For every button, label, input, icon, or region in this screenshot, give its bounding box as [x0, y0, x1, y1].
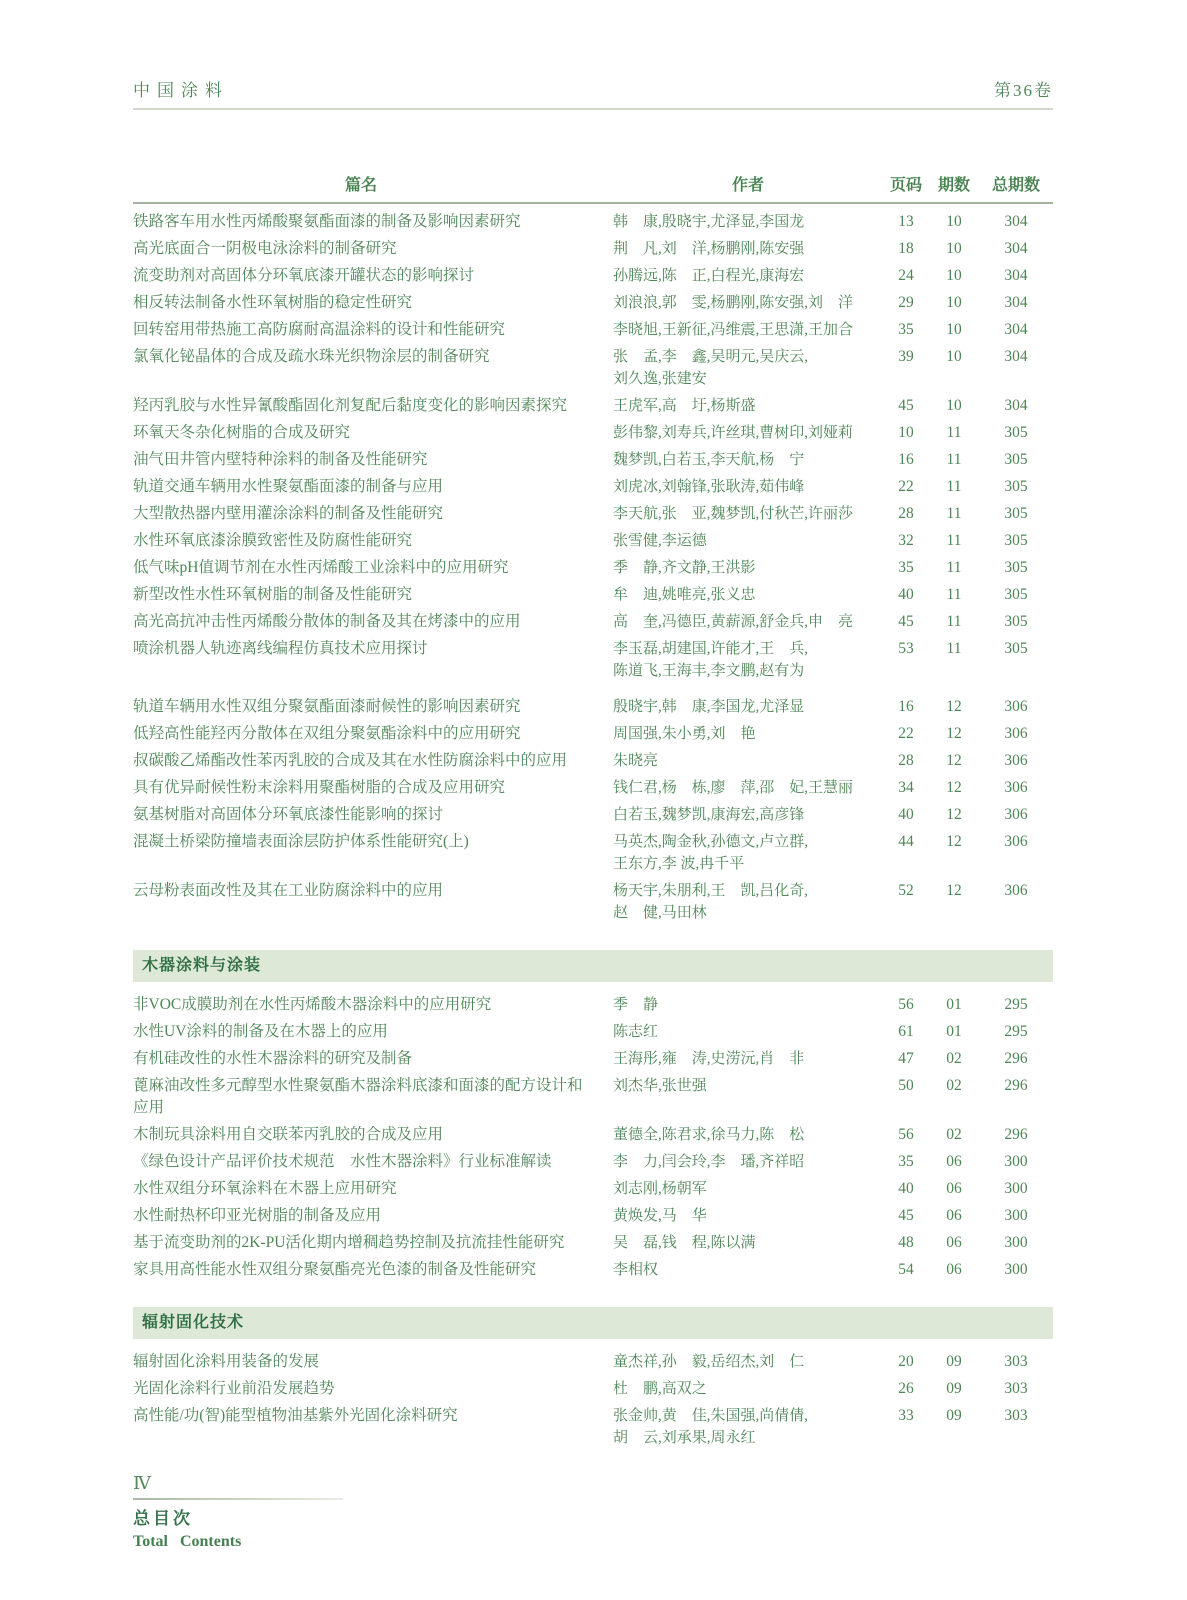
- table-row: [133, 1232, 1053, 1254]
- article-title: 大型散热器内壁用灌涂涂料的制备及性能研究: [133, 505, 444, 522]
- issue-number: 12: [946, 806, 962, 823]
- page-number: 50: [898, 1077, 914, 1094]
- article-authors: [613, 880, 883, 924]
- table-row: [133, 611, 1053, 633]
- page-header: [133, 76, 1053, 110]
- article-title: 具有优异耐候性粉末涂料用聚酯树脂的合成及应用研究: [133, 779, 506, 796]
- author-line: 童杰祥,孙 毅,岳绍杰,刘 仁: [613, 1354, 805, 1370]
- total-issue-number: 304: [1004, 348, 1028, 365]
- total-issue-number: 303: [1004, 1353, 1028, 1370]
- page-number: 26: [898, 1380, 914, 1397]
- issue-number: 11: [946, 586, 962, 603]
- table-row: [133, 880, 1053, 924]
- issue-number: 02: [946, 1077, 962, 1094]
- page-number: 35: [898, 559, 914, 576]
- article-authors: [613, 211, 883, 233]
- total-issue-number: 304: [1004, 267, 1028, 284]
- page-number: 16: [898, 698, 914, 715]
- total-issue-number: 304: [1004, 397, 1028, 414]
- total-issue-number: 295: [1004, 1023, 1028, 1040]
- total-issue-number: 304: [1004, 213, 1028, 230]
- author-line: 高 奎,冯德臣,黄薪源,舒金兵,申 亮: [613, 614, 854, 630]
- article-authors: [613, 1378, 883, 1400]
- article-authors: [613, 1351, 883, 1373]
- total-issue-number: 305: [1004, 478, 1028, 495]
- section-heading: 辐射固化技术: [133, 1307, 1053, 1339]
- total-issue-number: 304: [1004, 294, 1028, 311]
- issue-number: 12: [946, 779, 962, 796]
- issue-number: 06: [946, 1234, 962, 1251]
- author-line: 刘久逸,张建安: [613, 371, 707, 387]
- article-authors: [613, 1178, 883, 1200]
- author-line: 白若玉,魏梦凯,康海宏,高彦锋: [613, 807, 805, 823]
- author-line: 季 静: [613, 997, 659, 1013]
- author-line: 李相权: [613, 1262, 659, 1278]
- page-footer: [133, 1472, 563, 1554]
- total-issue-number: 296: [1004, 1050, 1028, 1067]
- table-row: [133, 1178, 1053, 1200]
- issue-number: 06: [946, 1153, 962, 1170]
- table-row: [133, 503, 1053, 525]
- article-authors: [613, 831, 883, 875]
- author-line: 董德全,陈君求,徐马力,陈 松: [613, 1127, 805, 1143]
- article-title: 蓖麻油改性多元醇型水性聚氨酯木器涂料底漆和面漆的配方设计和应用: [133, 1077, 583, 1116]
- volume-label: 第36卷: [994, 81, 1053, 100]
- issue-number: 02: [946, 1126, 962, 1143]
- table-row: [133, 1151, 1053, 1173]
- page-number: 61: [898, 1023, 914, 1040]
- page-number: 35: [898, 321, 914, 338]
- author-line: 孙腾远,陈 正,白程光,康海宏: [613, 268, 805, 284]
- total-issue-number: 306: [1004, 882, 1028, 899]
- author-line: 朱晓亮: [613, 753, 659, 769]
- page-number: 29: [898, 294, 914, 311]
- table-row: [133, 1351, 1053, 1373]
- article-authors: [613, 777, 883, 799]
- author-line: 刘杰华,张世强: [613, 1078, 707, 1094]
- page-number: 40: [898, 806, 914, 823]
- article-title: 羟丙乳胶与水性异氰酸酯固化剂复配后黏度变化的影响因素探究: [133, 397, 568, 414]
- article-authors: [613, 994, 883, 1016]
- page-number: 48: [898, 1234, 914, 1251]
- page-number: 53: [898, 640, 914, 657]
- article-title: 轨道交通车辆用水性聚氨酯面漆的制备与应用: [133, 478, 444, 495]
- page-number: 28: [898, 505, 914, 522]
- article-authors: [613, 395, 883, 417]
- author-line: 李 力,闫会玲,李 璠,齐祥昭: [613, 1154, 805, 1170]
- author-line: 李玉磊,胡建国,许能才,王 兵,: [613, 641, 809, 657]
- page-number: 10: [898, 424, 914, 441]
- article-authors: [613, 346, 883, 390]
- table-row: [133, 265, 1053, 287]
- issue-number: 10: [946, 397, 962, 414]
- author-line: 王虎军,高 圩,杨斯盛: [613, 398, 756, 414]
- table-row: [133, 638, 1053, 682]
- article-title: 混凝土桥梁防撞墙表面涂层防护体系性能研究(上): [133, 833, 469, 850]
- table-row: [133, 723, 1053, 745]
- total-issue-number: 303: [1004, 1380, 1028, 1397]
- author-line: 陈道飞,王海丰,李文鹏,赵有为: [613, 663, 805, 679]
- issue-number: 11: [946, 451, 962, 468]
- article-title: 流变助剂对高固体分环氧底漆开罐状态的影响探讨: [133, 267, 475, 284]
- article-authors: [613, 750, 883, 772]
- page-number: 40: [898, 1180, 914, 1197]
- table-row: [133, 1021, 1053, 1043]
- issue-number: 06: [946, 1180, 962, 1197]
- total-issue-number: 306: [1004, 779, 1028, 796]
- issue-number: 10: [946, 294, 962, 311]
- page-number: 56: [898, 1126, 914, 1143]
- table-row: [133, 346, 1053, 390]
- author-line: 刘浪浪,郭 雯,杨鹏刚,陈安强,刘 洋: [613, 295, 854, 311]
- issue-number: 09: [946, 1407, 962, 1424]
- table-row: [133, 696, 1053, 718]
- author-line: 彭伟黎,刘寿兵,许丝琪,曹树印,刘娅莉: [613, 425, 854, 441]
- article-title: 相反转法制备水性环氧树脂的稳定性研究: [133, 294, 413, 311]
- table-row: [133, 530, 1053, 552]
- issue-number: 11: [946, 505, 962, 522]
- table-row: [133, 1378, 1053, 1400]
- page-number: 45: [898, 397, 914, 414]
- page-number: 20: [898, 1353, 914, 1370]
- author-line: 张雪健,李运德: [613, 533, 707, 549]
- table-row: [133, 1075, 1053, 1119]
- total-issue-number: 306: [1004, 833, 1028, 850]
- table-row: [133, 1205, 1053, 1227]
- page-number: 44: [898, 833, 914, 850]
- article-title: 氨基树脂对高固体分环氧底漆性能影响的探讨: [133, 806, 444, 823]
- page-number: 40: [898, 586, 914, 603]
- total-issue-number: 300: [1004, 1180, 1028, 1197]
- footer-title-cn: 总目次: [133, 1509, 193, 1528]
- author-line: 赵 健,马田林: [613, 905, 707, 921]
- table-row: [133, 476, 1053, 498]
- total-issue-number: 295: [1004, 996, 1028, 1013]
- article-authors: [613, 503, 883, 525]
- issue-number: 12: [946, 752, 962, 769]
- footer-page-number: Ⅳ: [133, 1473, 151, 1493]
- table-row: [133, 584, 1053, 606]
- author-line: 殷晓宇,韩 康,李国龙,尤泽显: [613, 699, 805, 715]
- table-row: [133, 750, 1053, 772]
- article-authors: [613, 1048, 883, 1070]
- page-number: 18: [898, 240, 914, 257]
- issue-number: 10: [946, 213, 962, 230]
- page-number: 39: [898, 348, 914, 365]
- author-line: 王东方,李 波,冉千平: [613, 856, 745, 872]
- table-row: [133, 557, 1053, 579]
- footer-title-en: Total Contents: [133, 1533, 242, 1550]
- table-row: [133, 1124, 1053, 1146]
- author-line: 季 静,齐文静,王洪影: [613, 560, 756, 576]
- article-title: 油气田井管内壁特种涂料的制备及性能研究: [133, 451, 428, 468]
- table-row: [133, 319, 1053, 341]
- issue-number: 11: [946, 559, 962, 576]
- column-header-page: 页码: [889, 177, 922, 194]
- article-title: 铁路客车用水性丙烯酸聚氨酯面漆的制备及影响因素研究: [133, 213, 521, 230]
- article-authors: [613, 1232, 883, 1254]
- author-line: 钱仁君,杨 栋,廖 萍,邵 妃,王慧丽: [613, 780, 854, 796]
- author-line: 牟 迪,姚唯亮,张义忠: [613, 587, 756, 603]
- issue-number: 11: [946, 532, 962, 549]
- article-title: 水性UV涂料的制备及在木器上的应用: [133, 1023, 388, 1040]
- total-issue-number: 300: [1004, 1153, 1028, 1170]
- issue-number: 09: [946, 1353, 962, 1370]
- table-row: [133, 211, 1053, 233]
- total-issue-number: 300: [1004, 1234, 1028, 1251]
- article-title: 低羟高性能羟丙分散体在双组分聚氨酯涂料中的应用研究: [133, 725, 521, 742]
- total-issue-number: 303: [1004, 1407, 1028, 1424]
- article-authors: [613, 422, 883, 444]
- contents-table: [133, 172, 1053, 1454]
- issue-number: 01: [946, 1023, 962, 1040]
- issue-number: 02: [946, 1050, 962, 1067]
- table-row: [133, 831, 1053, 875]
- article-title: 非VOC成膜助剂在水性丙烯酸木器涂料中的应用研究: [133, 996, 492, 1013]
- total-issue-number: 296: [1004, 1126, 1028, 1143]
- article-title: 叔碳酸乙烯酯改性苯丙乳胶的合成及其在水性防腐涂料中的应用: [133, 752, 568, 769]
- issue-number: 09: [946, 1380, 962, 1397]
- total-issue-number: 305: [1004, 451, 1028, 468]
- table-row: [133, 395, 1053, 417]
- total-issue-number: 305: [1004, 505, 1028, 522]
- article-authors: [613, 238, 883, 260]
- article-title: 高性能/功(智)能型植物油基紫外光固化涂料研究: [133, 1407, 458, 1424]
- article-title: 水性耐热杯印亚光树脂的制备及应用: [133, 1207, 382, 1224]
- table-body: [133, 211, 1053, 1449]
- issue-number: 10: [946, 321, 962, 338]
- author-line: 杜 鹏,高双之: [613, 1381, 707, 1397]
- author-line: 魏梦凯,白若玉,李天航,杨 宁: [613, 452, 805, 468]
- article-title: 低气味pH值调节剂在水性丙烯酸工业涂料中的应用研究: [133, 559, 509, 576]
- page-number: 52: [898, 882, 914, 899]
- article-authors: [613, 319, 883, 341]
- article-authors: [613, 611, 883, 633]
- total-issue-number: 296: [1004, 1077, 1028, 1094]
- column-header-total: 总期数: [991, 177, 1040, 194]
- page-number: 45: [898, 613, 914, 630]
- page-number: 13: [898, 213, 914, 230]
- author-line: 陈志红: [613, 1024, 659, 1040]
- article-title: 喷涂机器人轨迹离线编程仿真技术应用探讨: [133, 640, 428, 657]
- page-number: 28: [898, 752, 914, 769]
- page-number: 33: [898, 1407, 914, 1424]
- article-title: 辐射固化涂料用装备的发展: [133, 1353, 320, 1370]
- issue-number: 12: [946, 725, 962, 742]
- article-title: 氯氧化铋晶体的合成及疏水珠光织物涂层的制备研究: [133, 348, 490, 365]
- article-title: 高光底面合一阴极电泳涂料的制备研究: [133, 240, 397, 257]
- issue-number: 01: [946, 996, 962, 1013]
- issue-number: 12: [946, 833, 962, 850]
- author-line: 王海彤,雍 涛,史涝沅,肖 非: [613, 1051, 805, 1067]
- article-authors: [613, 265, 883, 287]
- total-issue-number: 306: [1004, 698, 1028, 715]
- article-authors: [613, 584, 883, 606]
- table-row: [133, 422, 1053, 444]
- issue-number: 10: [946, 267, 962, 284]
- article-title: 光固化涂料行业前沿发展趋势: [133, 1380, 335, 1397]
- total-issue-number: 300: [1004, 1207, 1028, 1224]
- issue-number: 11: [946, 424, 962, 441]
- page-number: 35: [898, 1153, 914, 1170]
- total-issue-number: 305: [1004, 424, 1028, 441]
- author-line: 胡 云,刘承果,周永红: [613, 1430, 756, 1446]
- table-header-row: [133, 172, 1053, 204]
- issue-number: 06: [946, 1261, 962, 1278]
- author-line: 韩 康,殷晓宇,尤泽显,李国龙: [613, 214, 805, 230]
- author-line: 李晓旭,王新征,冯维震,王思潇,王加合: [613, 322, 854, 338]
- column-header-authors: 作者: [731, 177, 764, 194]
- table-row: [133, 777, 1053, 799]
- issue-number: 11: [946, 613, 962, 630]
- total-issue-number: 305: [1004, 586, 1028, 603]
- page-number: 22: [898, 725, 914, 742]
- article-authors: [613, 723, 883, 745]
- article-title: 新型改性水性环氧树脂的制备及性能研究: [133, 586, 413, 603]
- author-line: 刘志刚,杨朝军: [613, 1181, 707, 1197]
- article-title: 《绿色设计产品评价技术规范 水性木器涂料》行业标准解读: [133, 1153, 552, 1170]
- issue-number: 06: [946, 1207, 962, 1224]
- table-row: [133, 1259, 1053, 1281]
- page-number: 24: [898, 267, 914, 284]
- total-issue-number: 305: [1004, 640, 1028, 657]
- section-heading: 木器涂料与涂装: [133, 950, 1053, 982]
- footer-divider: [133, 1498, 343, 1500]
- article-authors: [613, 1075, 883, 1097]
- issue-number: 11: [946, 640, 962, 657]
- article-title: 轨道车辆用水性双组分聚氨酯面漆耐候性的影响因素研究: [133, 698, 521, 715]
- page-number: 45: [898, 1207, 914, 1224]
- article-title: 基于流变助剂的2K-PU活化期内增稠趋势控制及抗流挂性能研究: [133, 1234, 565, 1251]
- article-authors: [613, 1021, 883, 1043]
- article-title: 木制玩具涂料用自交联苯丙乳胶的合成及应用: [133, 1126, 444, 1143]
- total-issue-number: 305: [1004, 559, 1028, 576]
- page-number: 56: [898, 996, 914, 1013]
- column-header-issue: 期数: [937, 177, 970, 194]
- total-issue-number: 305: [1004, 613, 1028, 630]
- author-line: 杨天宇,朱朋利,王 凯,吕化奇,: [613, 883, 809, 899]
- author-line: 吴 磊,钱 程,陈以满: [613, 1235, 756, 1251]
- article-authors: [613, 476, 883, 498]
- total-issue-number: 306: [1004, 725, 1028, 742]
- table-row: [133, 994, 1053, 1016]
- issue-number: 12: [946, 698, 962, 715]
- issue-number: 11: [946, 478, 962, 495]
- article-authors: [613, 804, 883, 826]
- total-issue-number: 305: [1004, 532, 1028, 549]
- column-header-title: 篇名: [344, 177, 377, 194]
- table-row: [133, 292, 1053, 314]
- total-issue-number: 304: [1004, 321, 1028, 338]
- issue-number: 10: [946, 240, 962, 257]
- total-issue-number: 306: [1004, 752, 1028, 769]
- journal-name: 中国涂料: [133, 81, 229, 100]
- table-row: [133, 804, 1053, 826]
- article-title: 水性环氧底漆涂膜致密性及防腐性能研究: [133, 532, 413, 549]
- article-title: 环氧天冬杂化树脂的合成及研究: [133, 424, 351, 441]
- author-line: 张金帅,黄 佳,朱国强,尚倩倩,: [613, 1408, 809, 1424]
- article-authors: [613, 530, 883, 552]
- article-title: 水性双组分环氧涂料在木器上应用研究: [133, 1180, 397, 1197]
- author-line: 马英杰,陶金秋,孙德文,卢立群,: [613, 834, 809, 850]
- author-line: 李天航,张 亚,魏梦凯,付秋芒,许丽莎: [613, 506, 854, 522]
- article-authors: [613, 1151, 883, 1173]
- article-authors: [613, 449, 883, 471]
- article-authors: [613, 696, 883, 718]
- author-line: 刘虎冰,刘翰锋,张耿涛,茹伟峰: [613, 479, 805, 495]
- article-title: 云母粉表面改性及其在工业防腐涂料中的应用: [133, 882, 444, 899]
- article-title: 高光高抗冲击性丙烯酸分散体的制备及其在烤漆中的应用: [133, 613, 521, 630]
- article-title: 有机硅改性的水性木器涂料的研究及制备: [133, 1050, 413, 1067]
- article-title: 家具用高性能水性双组分聚氨酯亮光色漆的制备及性能研究: [133, 1261, 537, 1278]
- page-number: 54: [898, 1261, 914, 1278]
- author-line: 黄焕发,马 华: [613, 1208, 707, 1224]
- article-authors: [613, 292, 883, 314]
- page-number: 22: [898, 478, 914, 495]
- page-number: 32: [898, 532, 914, 549]
- article-authors: [613, 1405, 883, 1449]
- article-authors: [613, 638, 883, 682]
- issue-number: 10: [946, 348, 962, 365]
- total-issue-number: 300: [1004, 1261, 1028, 1278]
- article-authors: [613, 1205, 883, 1227]
- table-row: [133, 238, 1053, 260]
- page-number: 16: [898, 451, 914, 468]
- issue-number: 12: [946, 882, 962, 899]
- article-title: 回转窑用带热施工高防腐耐高温涂料的设计和性能研究: [133, 321, 506, 338]
- article-authors: [613, 557, 883, 579]
- article-authors: [613, 1259, 883, 1281]
- author-line: 荆 凡,刘 洋,杨鹏刚,陈安强: [613, 241, 805, 257]
- page-number: 47: [898, 1050, 914, 1067]
- total-issue-number: 304: [1004, 240, 1028, 257]
- table-row: [133, 1405, 1053, 1449]
- author-line: 周国强,朱小勇,刘 艳: [613, 726, 756, 742]
- article-authors: [613, 1124, 883, 1146]
- total-issue-number: 306: [1004, 806, 1028, 823]
- author-line: 张 孟,李 鑫,吴明元,吴庆云,: [613, 349, 809, 365]
- table-row: [133, 449, 1053, 471]
- table-row: [133, 1048, 1053, 1070]
- page-number: 34: [898, 779, 914, 796]
